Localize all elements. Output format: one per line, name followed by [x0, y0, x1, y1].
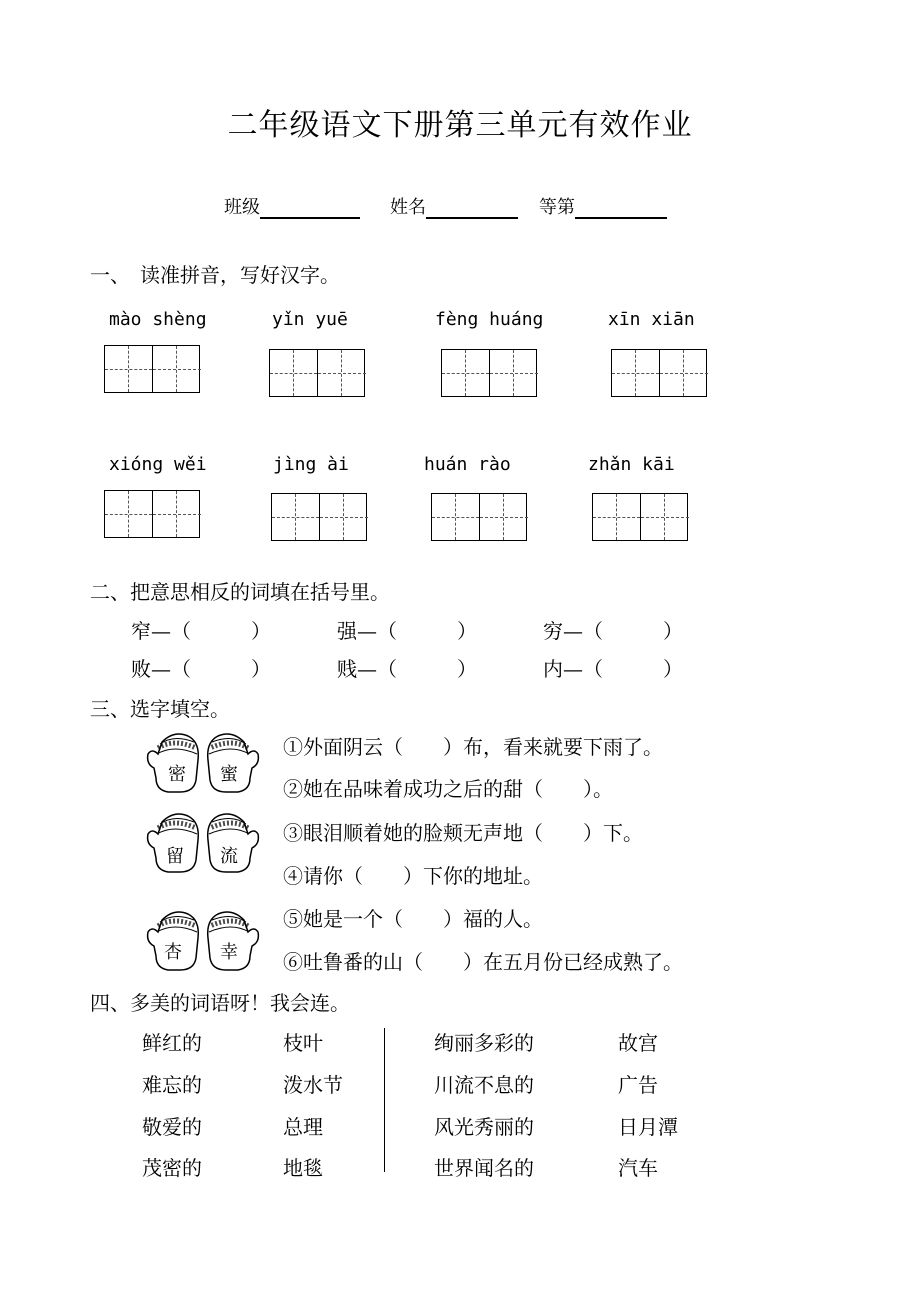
writing-grid[interactable]	[104, 490, 200, 538]
class-field[interactable]	[224, 193, 360, 219]
match-word[interactable]: 风光秀丽的	[434, 1115, 534, 1139]
mitten-char: 幸	[220, 942, 238, 963]
grade-label: 等第	[539, 197, 575, 218]
antonym-item[interactable]: 败—（ ）	[131, 657, 271, 681]
fill-sentence[interactable]: ④请你（ ）下你的地址。	[283, 864, 543, 888]
mitten-right-icon	[208, 814, 259, 872]
mitten-pair-icon	[144, 808, 262, 876]
mitten-char: 杏	[164, 942, 182, 963]
mitten-pair-icon	[144, 906, 262, 974]
pinyin-4: xīn xiān	[608, 309, 695, 330]
match-word[interactable]: 世界闻名的	[434, 1156, 534, 1180]
name-label: 姓名	[390, 197, 426, 218]
pinyin-2: yǐn yuē	[272, 309, 348, 330]
antonym-item[interactable]: 内—（ ）	[543, 657, 683, 681]
column-divider	[384, 1028, 385, 1172]
pinyin-6: jìng ài	[273, 454, 349, 475]
writing-grid[interactable]	[592, 493, 688, 541]
section-3-heading: 三、选字填空。	[90, 697, 230, 721]
writing-grid[interactable]	[104, 345, 200, 393]
antonym-item[interactable]: 窄—（ ）	[131, 619, 271, 643]
pinyin-5: xióng wěi	[109, 454, 207, 475]
pinyin-1: mào shèng	[109, 309, 207, 330]
match-word[interactable]: 泼水节	[283, 1073, 343, 1097]
class-blank[interactable]	[260, 199, 360, 219]
name-blank[interactable]	[426, 199, 518, 219]
match-word[interactable]: 敬爱的	[142, 1115, 202, 1139]
fill-sentence[interactable]: ②她在品味着成功之后的甜（ ）。	[283, 777, 613, 801]
writing-grid[interactable]	[269, 349, 365, 397]
pinyin-8: zhǎn kāi	[588, 454, 675, 475]
antonym-item[interactable]: 强—（ ）	[337, 619, 477, 643]
section-1-heading: 一、 读准拼音，写好汉字。	[90, 263, 340, 287]
antonym-item[interactable]: 贱—（ ）	[337, 657, 477, 681]
match-word[interactable]: 鲜红的	[142, 1031, 202, 1055]
mitten-left-icon	[148, 734, 199, 792]
fill-sentence[interactable]: ⑤她是一个（ ）福的人。	[283, 907, 543, 931]
writing-grid[interactable]	[431, 493, 527, 541]
match-word[interactable]: 枝叶	[283, 1031, 323, 1055]
section-2-heading: 二、把意思相反的词填在括号里。	[90, 580, 390, 604]
pinyin-7: huán rào	[424, 454, 511, 475]
name-field[interactable]	[390, 193, 518, 219]
fill-sentence[interactable]: ③眼泪顺着她的脸颊无声地（ ）下。	[283, 821, 643, 845]
section-4-heading: 四、多美的词语呀！我会连。	[90, 991, 350, 1015]
mitten-char: 密	[168, 764, 186, 785]
writing-grid[interactable]	[271, 493, 367, 541]
class-label: 班级	[224, 197, 260, 218]
mitten-right-icon	[208, 912, 259, 970]
page-title: 二年级语文下册第三单元有效作业	[227, 108, 693, 143]
fill-sentence[interactable]: ⑥吐鲁番的山（ ）在五月份已经成熟了。	[283, 950, 683, 974]
fill-sentence[interactable]: ①外面阴云（ ）布，看来就要下雨了。	[283, 735, 663, 759]
match-word[interactable]: 汽车	[618, 1156, 658, 1180]
writing-grid[interactable]	[441, 349, 537, 397]
mitten-left-icon	[148, 912, 199, 970]
match-word[interactable]: 总理	[283, 1115, 323, 1139]
antonym-item[interactable]: 穷—（ ）	[543, 619, 683, 643]
match-word[interactable]: 地毯	[283, 1156, 323, 1180]
match-word[interactable]: 难忘的	[142, 1073, 202, 1097]
match-word[interactable]: 川流不息的	[434, 1073, 534, 1097]
match-word[interactable]: 广告	[618, 1073, 658, 1097]
mitten-left-icon	[148, 814, 199, 872]
match-word[interactable]: 故宫	[618, 1031, 658, 1055]
mitten-char: 蜜	[220, 764, 238, 785]
match-word[interactable]: 绚丽多彩的	[434, 1031, 534, 1055]
match-word[interactable]: 茂密的	[142, 1156, 202, 1180]
pinyin-3: fèng huáng	[435, 309, 544, 330]
match-word[interactable]: 日月潭	[618, 1115, 678, 1139]
mitten-pair-icon	[144, 728, 262, 796]
mitten-char: 流	[220, 846, 238, 867]
mitten-char: 留	[166, 846, 184, 867]
writing-grid[interactable]	[611, 349, 707, 397]
grade-blank[interactable]	[575, 199, 667, 219]
grade-field[interactable]	[539, 193, 667, 219]
mitten-right-icon	[208, 734, 259, 792]
